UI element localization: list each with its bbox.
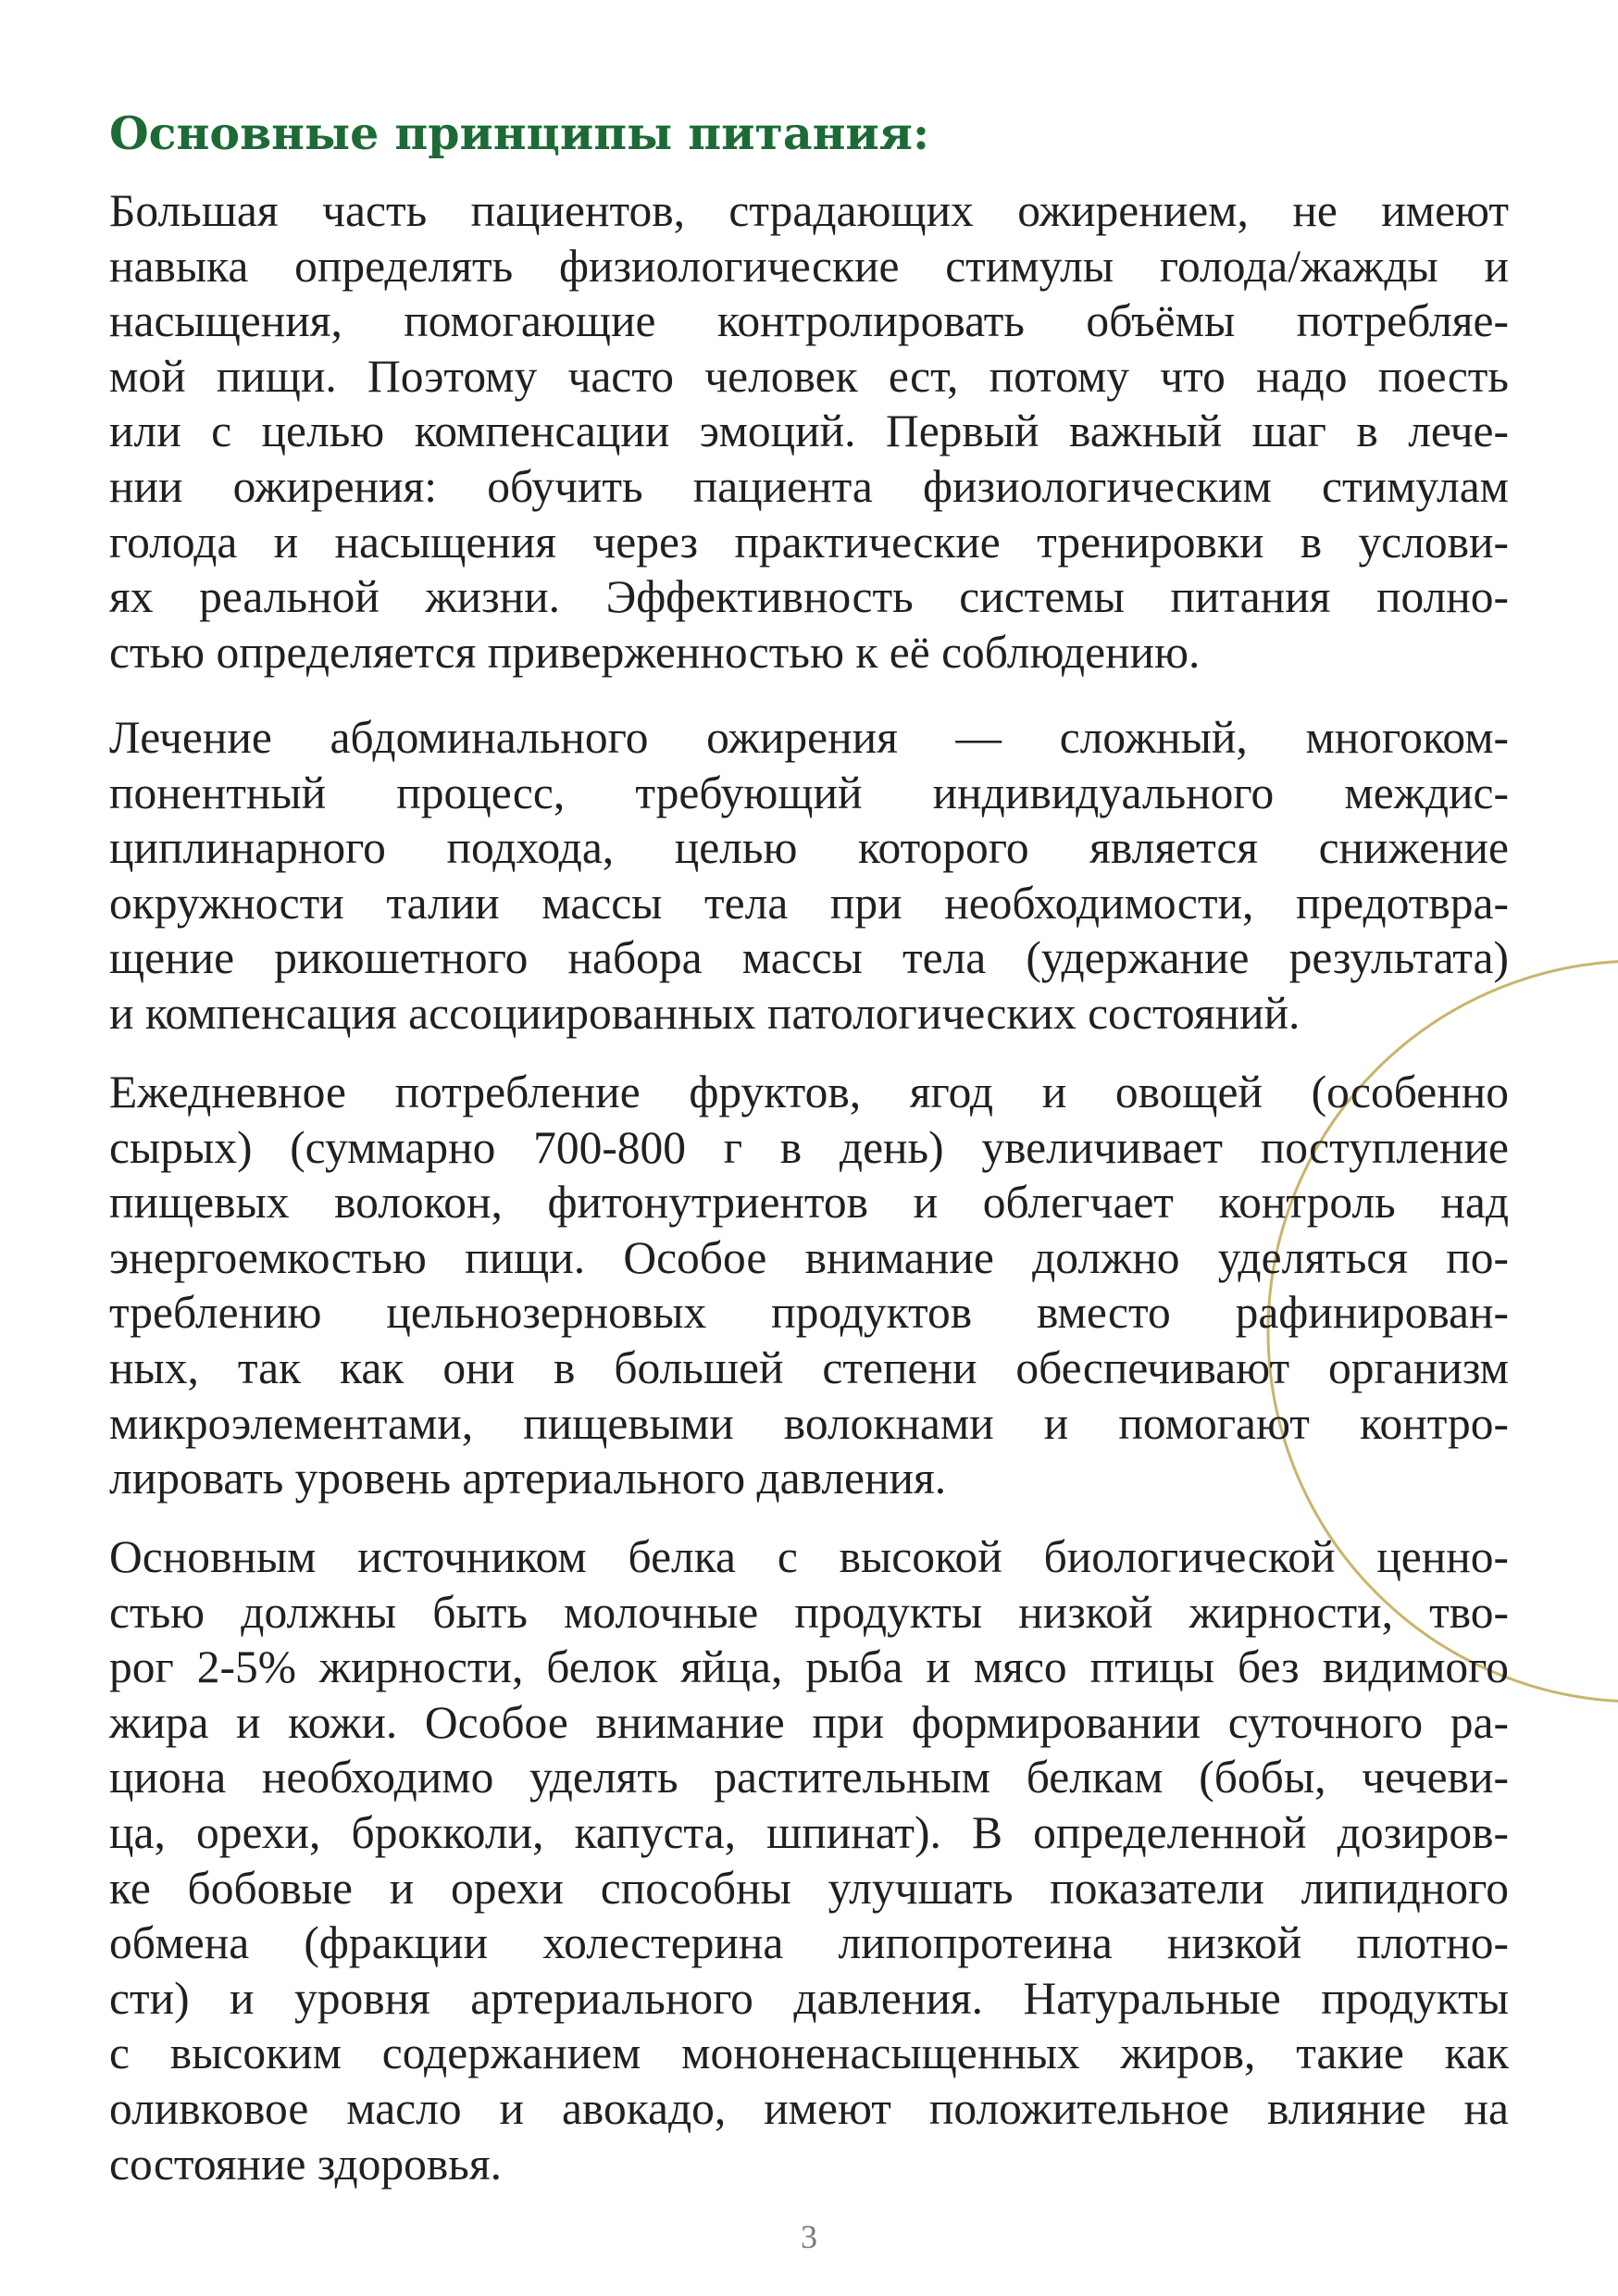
paragraph-line: рог 2-5% жирности, белок яйца, рыба и мясо птицы без видимого bbox=[109, 1641, 1509, 1693]
paragraph-line: стью определяется приверженностью к её соблюдению. bbox=[109, 626, 1201, 678]
paragraph-line: голода и насыщения через практические тренировки в услови- bbox=[109, 516, 1509, 568]
paragraph-line: щение рикошетного набора массы тела (удержание результата) bbox=[109, 932, 1509, 984]
paragraph-line: и компенсация ассоциированных патологических состояний. bbox=[109, 987, 1301, 1039]
paragraph-line: навыка определять физиологические стимулы голода/жажды и bbox=[109, 240, 1509, 292]
section-heading: Основные принципы питания: bbox=[109, 106, 930, 160]
paragraph-line: окружности талии массы тела при необходимости, предотвра- bbox=[109, 877, 1509, 929]
paragraph-line: стью должны быть молочные продукты низкой жирности, тво- bbox=[109, 1586, 1509, 1638]
paragraph-line: циона необходимо уделять растительным белкам (бобы, чечеви- bbox=[109, 1752, 1509, 1803]
paragraph-line: Ежедневное потребление фруктов, ягод и овощей (особенно bbox=[109, 1067, 1509, 1117]
paragraph-line: сырых) (суммарно 700-800 г в день) увеличивает поступление bbox=[109, 1121, 1509, 1173]
paragraph-line: нии ожирения: обучить пациента физиологическим стимулам bbox=[109, 460, 1509, 512]
paragraph-line: мой пищи. Поэтому часто человек ест, потому что надо поесть bbox=[109, 350, 1509, 402]
paragraph-3 bbox=[109, 1065, 1509, 1506]
paragraph-line: ца, орехи, брокколи, капуста, шпинат). В определенной дозиров- bbox=[109, 1806, 1509, 1858]
paragraph-line: оливковое масло и авокадо, имеют положительное влияние на bbox=[109, 2082, 1509, 2134]
paragraph-4 bbox=[109, 1529, 1509, 2191]
paragraph-line: энергоемкостью пищи. Особое внимание должно уделяться по- bbox=[109, 1231, 1509, 1283]
paragraph-line: циплинарного подхода, целью которого является снижение bbox=[109, 822, 1509, 874]
paragraph-line: насыщения, помогающие контролировать объёмы потребляе- bbox=[109, 295, 1509, 347]
paragraph-line: обмена (фракции холестерина липопротеина низкой плотно- bbox=[109, 1917, 1509, 1969]
paragraph-1 bbox=[109, 183, 1509, 680]
paragraph-line: лировать уровень артериального давления. bbox=[109, 1453, 947, 1504]
paragraph-line: микроэлементами, пищевыми волокнами и помогают контро- bbox=[109, 1397, 1509, 1449]
paragraph-line: Основным источником белка с высокой биологической ценно- bbox=[109, 1531, 1509, 1582]
paragraph-line: жира и кожи. Особое внимание при формировании суточного ра- bbox=[109, 1696, 1509, 1748]
paragraph-line: Лечение абдоминального ожирения — сложный, многоком- bbox=[109, 712, 1509, 763]
paragraph-line: ке бобовые и орехи способны улучшать показатели липидного bbox=[109, 1862, 1509, 1914]
paragraph-line: ях реальной жизни. Эффективность системы питания полно- bbox=[109, 571, 1509, 623]
paragraph-line: ных, так как они в большей степени обеспечивают организм bbox=[109, 1341, 1509, 1393]
paragraph-line: понентный процесс, требующий индивидуального междис- bbox=[109, 767, 1509, 818]
paragraph-line: пищевых волокон, фитонутриентов и облегчает контроль над bbox=[109, 1177, 1509, 1229]
page-number: 3 bbox=[801, 2218, 817, 2255]
paragraph-line: сти) и уровня артериального давления. Натуральные продукты bbox=[109, 1972, 1509, 2024]
paragraph-line: с высоким содержанием мононенасыщенных жиров, такие как bbox=[109, 2028, 1509, 2079]
paragraph-line: Большая часть пациентов, страдающих ожирением, не имеют bbox=[109, 185, 1509, 236]
paragraph-2 bbox=[109, 710, 1509, 1042]
paragraph-line: состояние здоровья. bbox=[109, 2138, 502, 2190]
paragraph-line: треблению цельнозерновых продуктов вместо рафинирован- bbox=[109, 1287, 1509, 1339]
paragraph-line: или с целью компенсации эмоций. Первый важный шаг в лече- bbox=[109, 406, 1509, 457]
